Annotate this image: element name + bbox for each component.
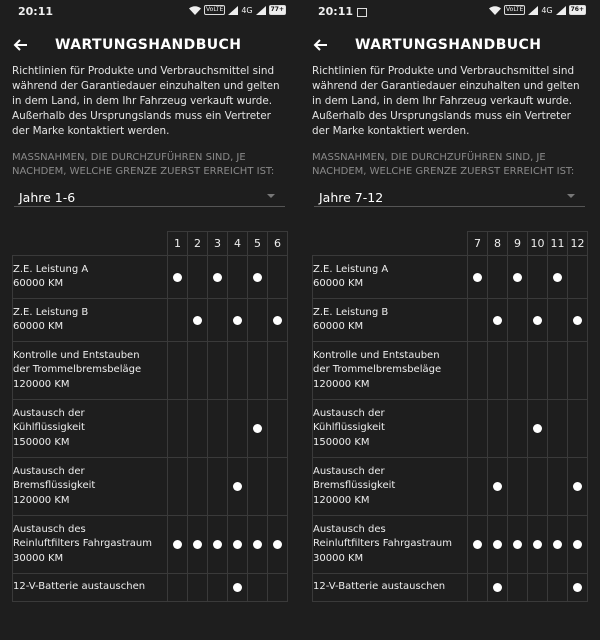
maintenance-dot-icon [573,316,582,325]
instruction-text: MASSNAHMEN, DIE DURCHZUFÜHREN SIND, JE NACHDEM, WELCHE GRENZE ZUERST ERREICHT IST: [312,152,575,177]
schedule-cell [468,299,488,342]
maintenance-dot-icon [213,540,222,549]
maintenance-dot-icon [273,540,282,549]
schedule-cell [528,342,548,400]
schedule-cell [568,574,588,602]
schedule-cell [208,400,228,458]
schedule-cell [208,256,228,299]
table-row [13,400,288,458]
year-header: 10 [528,232,548,256]
table-row [313,400,588,458]
task-label: Z.E. Leistung A 60000 KM [313,256,468,299]
year-range-select[interactable] [14,186,285,207]
schedule-cell [208,458,228,516]
schedule-cell [268,299,288,342]
back-arrow-icon[interactable] [12,36,30,54]
maintenance-dot-icon [193,540,202,549]
task-label: Kontrolle und Entstauben der Trommelbremsbeläge 120000 KM [13,342,168,400]
schedule-cell [188,574,208,602]
schedule-cell [528,574,548,602]
signal-icon [228,6,238,15]
schedule-cell [268,458,288,516]
year-header: 4 [228,232,248,256]
schedule-cell [528,256,548,299]
header-blank-cell [313,232,468,256]
year-range-select[interactable] [314,186,585,207]
schedule-cell [548,400,568,458]
schedule-cell [508,342,528,400]
schedule-cell [508,458,528,516]
table-row [313,574,588,602]
table-row [13,299,288,342]
wifi-icon [489,6,501,15]
schedule-cell [548,458,568,516]
task-label: Austausch des Reinluftfilters Fahrgastraum 30000 KM [313,516,468,574]
maintenance-dot-icon [173,540,182,549]
schedule-cell [488,458,508,516]
schedule-cell [468,574,488,602]
maintenance-dot-icon [253,540,262,549]
maintenance-dot-icon [553,273,562,282]
status-time: 20:11 [318,5,354,18]
instruction-text: MASSNAHMEN, DIE DURCHZUFÜHREN SIND, JE NACHDEM, WELCHE GRENZE ZUERST ERREICHT IST: [12,152,275,177]
schedule-cell [228,256,248,299]
maintenance-dot-icon [493,583,502,592]
schedule-cell [528,299,548,342]
schedule-cell [488,574,508,602]
table-row [313,299,588,342]
schedule-cell [568,458,588,516]
schedule-cell [268,516,288,574]
page-title: WARTUNGSHANDBUCH [355,37,542,53]
task-label: 12-V-Batterie austauschen [13,574,168,602]
schedule-cell [248,299,268,342]
schedule-cell [268,342,288,400]
panel-years-1-6 [0,0,290,640]
schedule-cell [168,516,188,574]
table-header-row [13,232,288,256]
task-label: 12-V-Batterie austauschen [313,574,468,602]
schedule-cell [508,256,528,299]
schedule-cell [188,458,208,516]
task-label: Austausch der Bremsflüssigkeit 120000 KM [13,458,168,516]
schedule-cell [228,299,248,342]
schedule-cell [568,342,588,400]
schedule-cell [468,256,488,299]
schedule-cell [248,342,268,400]
year-header: 1 [168,232,188,256]
schedule-cell [568,299,588,342]
maintenance-dot-icon [513,273,522,282]
year-header: 5 [248,232,268,256]
schedule-cell [468,458,488,516]
panel-years-7-12 [300,0,590,640]
volte-badge: VoLTE [506,6,524,13]
maintenance-dot-icon [513,540,522,549]
image-notification-icon [357,8,367,17]
intro-text: Richtlinien für Produkte und Verbrauchsmittel sind während der Garantiedauer einzuhalten und gelten in dem Land, in dem Ihr Fahrzeug verkauft wurde. Außerhalb des Ursprungslands muss ein Vertreter der Marke kontaktiert werden. [12,65,280,137]
schedule-cell [488,299,508,342]
schedule-cell [528,400,548,458]
table-header-row [313,232,588,256]
schedule-cell [228,342,248,400]
battery-icon: 77+ [270,6,284,13]
signal-icon-2 [256,6,266,15]
year-header: 6 [268,232,288,256]
schedule-cell [548,342,568,400]
schedule-cell [548,574,568,602]
status-bar [318,5,367,18]
schedule-cell [208,299,228,342]
maintenance-dot-icon [573,583,582,592]
schedule-cell [488,400,508,458]
schedule-cell [188,342,208,400]
table-row [13,342,288,400]
schedule-cell [468,400,488,458]
schedule-cell [528,516,548,574]
schedule-cell [568,256,588,299]
network-4g-label: 4G [241,5,253,15]
schedule-cell [508,299,528,342]
maintenance-dot-icon [233,482,242,491]
schedule-cell [488,342,508,400]
schedule-cell [548,256,568,299]
year-header: 11 [548,232,568,256]
maintenance-dot-icon [273,316,282,325]
schedule-cell [268,256,288,299]
year-header: 12 [568,232,588,256]
signal-icon [528,6,538,15]
table-row [13,574,288,602]
task-label: Z.E. Leistung B 60000 KM [13,299,168,342]
maintenance-table [12,231,288,602]
table-row [313,342,588,400]
maintenance-dot-icon [473,540,482,549]
schedule-cell [508,400,528,458]
schedule-cell [208,342,228,400]
maintenance-dot-icon [233,540,242,549]
intro-text: Richtlinien für Produkte und Verbrauchsmittel sind während der Garantiedauer einzuhalten und gelten in dem Land, in dem Ihr Fahrzeug verkauft wurde. Außerhalb des Ursprungslands muss ein Vertreter der Marke kontaktiert werden. [312,65,580,137]
schedule-cell [188,516,208,574]
network-4g-label: 4G [541,5,553,15]
task-label: Austausch der Bremsflüssigkeit 120000 KM [313,458,468,516]
header-blank-cell [13,232,168,256]
schedule-cell [528,458,548,516]
schedule-cell [268,574,288,602]
schedule-cell [508,516,528,574]
schedule-cell [208,574,228,602]
maintenance-dot-icon [533,424,542,433]
task-label: Kontrolle und Entstauben der Trommelbremsbeläge 120000 KM [313,342,468,400]
maintenance-dot-icon [233,316,242,325]
schedule-cell [168,256,188,299]
wifi-icon [189,6,201,15]
maintenance-dot-icon [233,583,242,592]
schedule-cell [168,574,188,602]
maintenance-dot-icon [253,424,262,433]
table-row [313,458,588,516]
schedule-cell [228,516,248,574]
schedule-cell [188,299,208,342]
schedule-cell [168,458,188,516]
task-label: Z.E. Leistung A 60000 KM [13,256,168,299]
status-bar [18,5,53,18]
schedule-cell [208,516,228,574]
table-row [313,256,588,299]
schedule-cell [188,400,208,458]
year-header: 2 [188,232,208,256]
maintenance-dot-icon [553,540,562,549]
task-label: Z.E. Leistung B 60000 KM [313,299,468,342]
year-header: 9 [508,232,528,256]
year-header: 3 [208,232,228,256]
table-row [313,516,588,574]
back-arrow-icon[interactable] [312,36,330,54]
schedule-cell [568,516,588,574]
maintenance-dot-icon [253,273,262,282]
schedule-cell [168,400,188,458]
task-label: Austausch der Kühlflüssigkeit 150000 KM [13,400,168,458]
year-range-value: Jahre 7-12 [319,190,384,205]
maintenance-dot-icon [213,273,222,282]
table-row [13,516,288,574]
schedule-cell [228,400,248,458]
schedule-cell [228,574,248,602]
status-icons [489,5,586,15]
schedule-cell [488,256,508,299]
schedule-cell [568,400,588,458]
maintenance-dot-icon [473,273,482,282]
schedule-cell [168,299,188,342]
schedule-cell [248,256,268,299]
maintenance-dot-icon [493,316,502,325]
maintenance-table [312,231,588,602]
maintenance-dot-icon [533,540,542,549]
schedule-cell [248,400,268,458]
table-row [13,458,288,516]
maintenance-dot-icon [493,540,502,549]
chevron-down-icon [267,194,275,198]
page-title: WARTUNGSHANDBUCH [55,37,242,53]
maintenance-dot-icon [533,316,542,325]
status-icons [189,5,286,15]
schedule-cell [548,299,568,342]
year-range-value: Jahre 1-6 [19,190,76,205]
schedule-cell [188,256,208,299]
schedule-cell [468,516,488,574]
schedule-cell [488,516,508,574]
year-header: 8 [488,232,508,256]
schedule-cell [468,342,488,400]
battery-icon: 76+ [570,6,584,13]
schedule-cell [248,516,268,574]
maintenance-dot-icon [173,273,182,282]
schedule-cell [168,342,188,400]
schedule-cell [508,574,528,602]
volte-badge: VoLTE [206,6,224,13]
task-label: Austausch des Reinluftfilters Fahrgastraum 30000 KM [13,516,168,574]
maintenance-dot-icon [493,482,502,491]
schedule-cell [548,516,568,574]
maintenance-dot-icon [573,482,582,491]
maintenance-dot-icon [193,316,202,325]
signal-icon-2 [556,6,566,15]
year-header: 7 [468,232,488,256]
maintenance-dot-icon [573,540,582,549]
status-time: 20:11 [18,5,54,18]
schedule-cell [248,458,268,516]
schedule-cell [248,574,268,602]
schedule-cell [268,400,288,458]
table-row [13,256,288,299]
chevron-down-icon [567,194,575,198]
schedule-cell [228,458,248,516]
task-label: Austausch der Kühlflüssigkeit 150000 KM [313,400,468,458]
